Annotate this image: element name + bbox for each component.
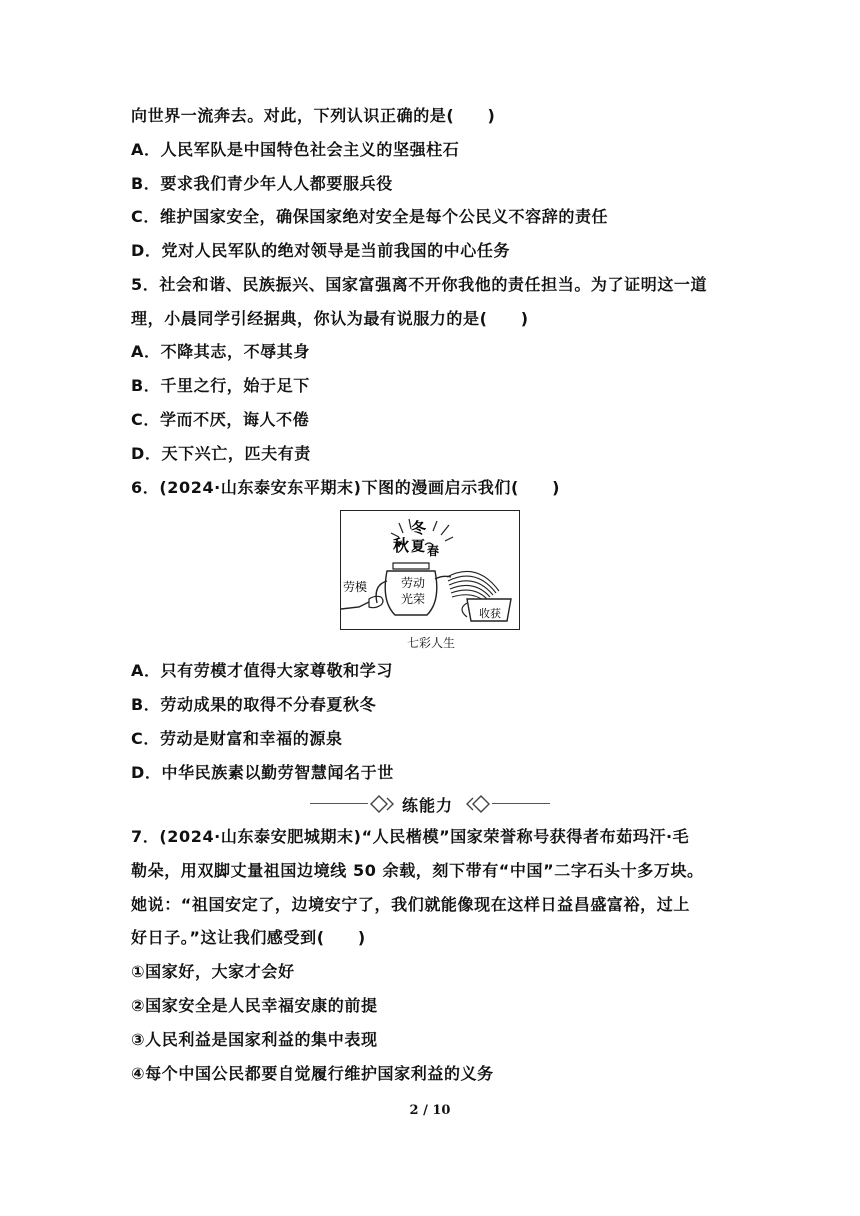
- question-5-stem: 5．社会和谐、民族振兴、国家富强离不开你我他的责任担当。为了证明这一道: [131, 275, 708, 294]
- statement-1: ①国家好，大家才会好: [131, 962, 295, 981]
- statement-4: ④每个中国公民都要自觉履行维护国家利益的义务: [131, 1064, 494, 1083]
- page-number: 2 / 10: [409, 1103, 451, 1118]
- season-char: 秋: [393, 536, 410, 555]
- diamond-icon: [462, 795, 490, 813]
- option-c: C．学而不厌，诲人不倦: [131, 410, 310, 429]
- option-d: D．中华民族素以勤劳智慧闻名于世: [131, 763, 394, 782]
- question-7-stem-cont: 好日子。”这让我们感受到( ): [131, 928, 366, 947]
- person-label: 劳模: [343, 580, 368, 594]
- kettle-label: 光荣: [401, 592, 426, 606]
- section-title: 练能力: [402, 796, 454, 815]
- season-char: 夏: [411, 539, 425, 555]
- option-b: B．要求我们青少年人人都要服兵役: [131, 174, 393, 193]
- cartoon-illustration: [341, 511, 518, 628]
- question-6-stem: 6．(2024·山东泰安东平期末)下图的漫画启示我们( ): [131, 478, 560, 497]
- option-a: A．人民军队是中国特色社会主义的坚强柱石: [131, 140, 460, 159]
- option-b: B．劳动成果的取得不分春夏秋冬: [131, 695, 377, 714]
- question-7-stem-cont: 勒朵，用双脚丈量祖国边境线 50 余载，刻下带有“中国”二字石头十多万块。: [131, 861, 704, 880]
- option-c: C．维护国家安全，确保国家绝对安全是每个公民义不容辞的责任: [131, 207, 609, 226]
- figure-caption: 七彩人生: [406, 636, 455, 650]
- cartoon-figure: [340, 510, 520, 630]
- option-b: B．千里之行，始于足下: [131, 376, 310, 395]
- season-char: 春: [427, 544, 440, 558]
- question-7-stem-cont: 她说：“祖国安定了，边境安宁了，我们就能像现在这样日益昌盛富裕，过上: [131, 895, 690, 914]
- divider: [492, 803, 550, 804]
- question-5-stem-cont: 理，小晨同学引经据典，你认为最有说服力的是( ): [131, 309, 529, 328]
- option-d: D．党对人民军队的绝对领导是当前我国的中心任务: [131, 241, 511, 260]
- rainbow-stream: [447, 571, 499, 601]
- cup-label: 收获: [479, 607, 501, 620]
- option-a: A．只有劳模才值得大家尊敬和学习: [131, 661, 393, 680]
- question-7-stem: 7．(2024·山东泰安肥城期末)“人民楷模”国家荣誉称号获得者布茹玛汗·毛: [131, 827, 690, 846]
- option-c: C．劳动是财富和幸福的源泉: [131, 729, 343, 748]
- option-a: A．不降其志，不辱其身: [131, 342, 310, 361]
- diamond-icon: [370, 795, 398, 813]
- statement-3: ③人民利益是国家利益的集中表现: [131, 1030, 378, 1049]
- section-header: [310, 792, 550, 816]
- season-char: 冬: [411, 519, 427, 537]
- option-d: D．天下兴亡，匹夫有责: [131, 444, 311, 463]
- kettle-label: 劳动: [401, 576, 426, 590]
- text-line: 向世界一流奔去。对此，下列认识正确的是( ): [131, 106, 496, 125]
- divider: [310, 803, 368, 804]
- statement-2: ②国家安全是人民幸福安康的前提: [131, 996, 378, 1015]
